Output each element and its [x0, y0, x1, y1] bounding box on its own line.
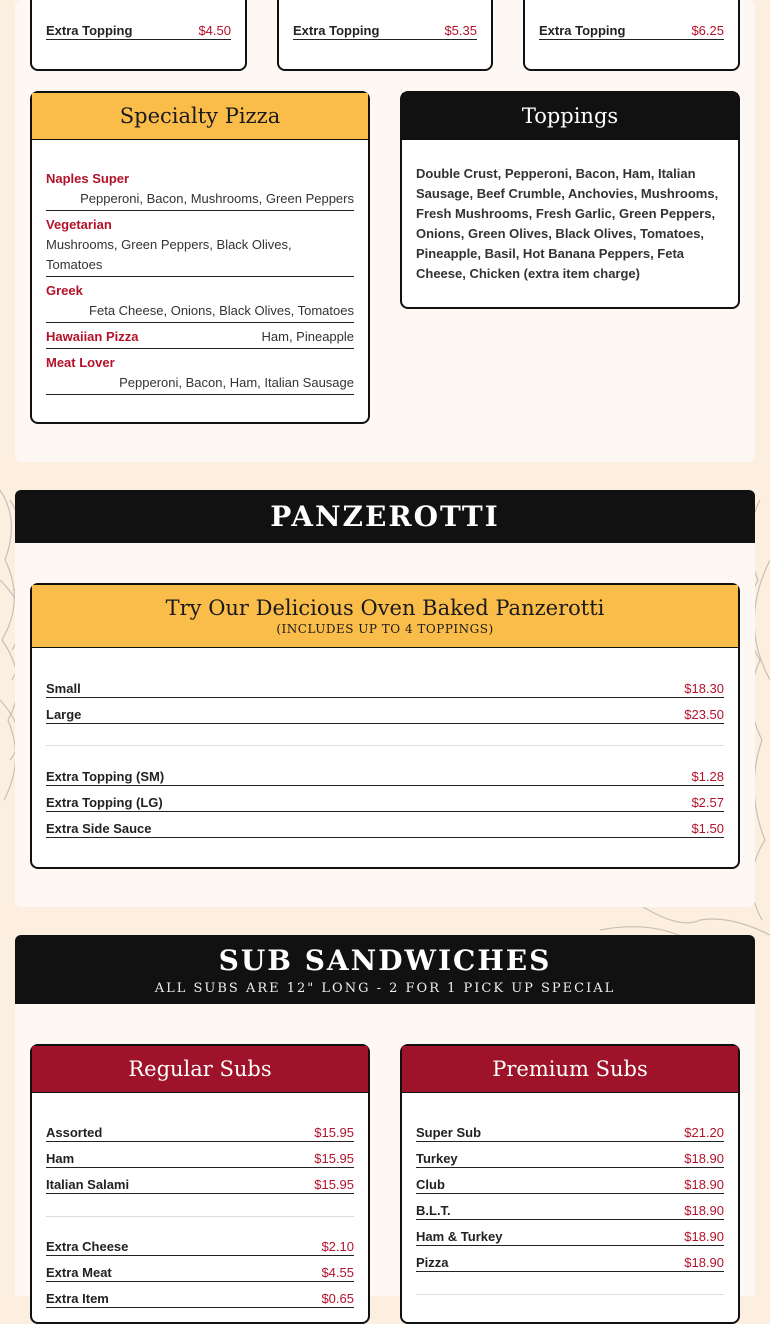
item-price: $21.20: [684, 1125, 724, 1140]
item-price: $5.35: [444, 23, 477, 38]
item-name: Extra Topping (LG): [46, 795, 163, 810]
item-name: Club: [416, 1177, 445, 1192]
item-price: $18.90: [684, 1229, 724, 1244]
menu-row: [46, 704, 724, 724]
item-price: $15.95: [314, 1125, 354, 1140]
menu-row: [46, 1174, 354, 1194]
divider: [46, 210, 354, 211]
item-price: $2.57: [691, 795, 724, 810]
extra-topping-row: [539, 20, 724, 40]
specialty-item-name: Hawaiian Pizza: [46, 329, 139, 344]
panzerotti-card-header: [32, 585, 738, 648]
specialty-pizza-title: Specialty Pizza: [32, 93, 368, 140]
item-price: $15.95: [314, 1151, 354, 1166]
subs-banner: [15, 935, 755, 1004]
item-name: Extra Cheese: [46, 1239, 129, 1254]
item-price: $18.90: [684, 1151, 724, 1166]
divider: [46, 276, 354, 277]
specialty-item-name: Greek: [46, 283, 83, 298]
item-price: $18.90: [684, 1177, 724, 1192]
divider: [416, 1294, 724, 1295]
item-price: $0.65: [321, 1291, 354, 1306]
premium-subs-title: Premium Subs: [402, 1046, 738, 1093]
divider: [46, 745, 724, 746]
toppings-list: Double Crust, Pepperoni, Bacon, Ham, Italian Sausage, Beef Crumble, Anchovies, Mushrooms, Fresh Mushrooms, Fresh Garlic, Green Peppers, Onions, Green Olives, Black Olives, Tomatoes, Pineapple, Basil, Hot Banana Peppers, Feta Cheese, Chicken (extra item charge): [416, 166, 719, 281]
menu-row: [416, 1252, 724, 1272]
menu-row: [416, 1122, 724, 1142]
section-title: PANZEROTTI: [270, 500, 500, 533]
divider: [46, 348, 354, 349]
specialty-pizza-card: [30, 91, 370, 424]
item-price: $18.90: [684, 1203, 724, 1218]
item-name: Extra Topping (SM): [46, 769, 165, 784]
extra-topping-row: [46, 20, 231, 40]
menu-row: [46, 1288, 354, 1308]
item-price: $4.55: [321, 1265, 354, 1280]
toppings-card: [400, 91, 740, 309]
item-name: Large: [46, 707, 82, 722]
menu-row: [46, 1122, 354, 1142]
item-name: B.L.T.: [416, 1203, 451, 1218]
item-name: Extra Meat: [46, 1265, 112, 1280]
pizza-size-card-3: [523, 0, 740, 71]
specialty-item-name: Vegetarian: [46, 217, 112, 232]
menu-row: [46, 818, 724, 838]
menu-row: [416, 1148, 724, 1168]
item-price: $6.25: [691, 23, 724, 38]
item-price: $1.28: [691, 769, 724, 784]
section-subtitle: ALL SUBS ARE 12" LONG - 2 FOR 1 PICK UP SPECIAL: [154, 981, 616, 996]
regular-subs-card: [30, 1044, 370, 1324]
item-name: Super Sub: [416, 1125, 482, 1140]
specialty-item-desc: Pepperoni, Bacon, Mushrooms, Green Peppers: [80, 191, 354, 206]
menu-row: [46, 792, 724, 812]
menu-row: [416, 1226, 724, 1246]
specialty-item-desc: Ham, Pineapple: [261, 329, 354, 344]
divider: [46, 394, 354, 395]
menu-row: [46, 678, 724, 698]
menu-row: [46, 766, 724, 786]
panzerotti-card-subtitle: (INCLUDES UP TO 4 TOPPINGS): [276, 622, 494, 636]
item-name: Extra Side Sauce: [46, 821, 152, 836]
menu-row: [46, 1148, 354, 1168]
item-price: $4.50: [198, 23, 231, 38]
item-name: Extra Topping: [46, 23, 133, 38]
panzerotti-card: [30, 583, 740, 869]
divider: [46, 1216, 354, 1217]
specialty-item-desc: Mushrooms, Green Peppers, Black Olives, Tomatoes: [46, 237, 292, 272]
specialty-item-desc: Pepperoni, Bacon, Ham, Italian Sausage: [119, 375, 354, 390]
extra-topping-row: [293, 20, 477, 40]
item-name: Pizza: [416, 1255, 449, 1270]
item-price: $1.50: [691, 821, 724, 836]
item-price: $18.30: [684, 681, 724, 696]
item-price: $18.90: [684, 1255, 724, 1270]
item-name: Extra Item: [46, 1291, 109, 1306]
premium-subs-card: [400, 1044, 740, 1324]
panzerotti-card-title: Try Our Delicious Oven Baked Panzerotti: [165, 596, 605, 620]
regular-subs-title: Regular Subs: [32, 1046, 368, 1093]
menu-row: [416, 1200, 724, 1220]
menu-row: [46, 1236, 354, 1256]
item-name: Extra Topping: [539, 23, 626, 38]
item-price: $23.50: [684, 707, 724, 722]
item-name: Ham & Turkey: [416, 1229, 503, 1244]
item-name: Ham: [46, 1151, 75, 1166]
specialty-item-name: Naples Super: [46, 171, 130, 186]
item-name: Small: [46, 681, 81, 696]
item-name: Italian Salami: [46, 1177, 130, 1192]
specialty-item-desc: Feta Cheese, Onions, Black Olives, Tomatoes: [89, 303, 354, 318]
menu-row: [46, 1262, 354, 1282]
pizza-size-card-1: [30, 0, 247, 71]
item-name: Turkey: [416, 1151, 458, 1166]
item-name: Assorted: [46, 1125, 103, 1140]
menu-row: [416, 1174, 724, 1194]
toppings-title: Toppings: [402, 93, 738, 140]
item-name: Extra Topping: [293, 23, 380, 38]
divider: [46, 322, 354, 323]
item-price: $2.10: [321, 1239, 354, 1254]
panzerotti-banner: [15, 490, 755, 543]
pizza-size-card-2: [277, 0, 493, 71]
section-title: SUB SANDWICHES: [218, 944, 552, 977]
specialty-item-name: Meat Lover: [46, 355, 115, 370]
item-price: $15.95: [314, 1177, 354, 1192]
